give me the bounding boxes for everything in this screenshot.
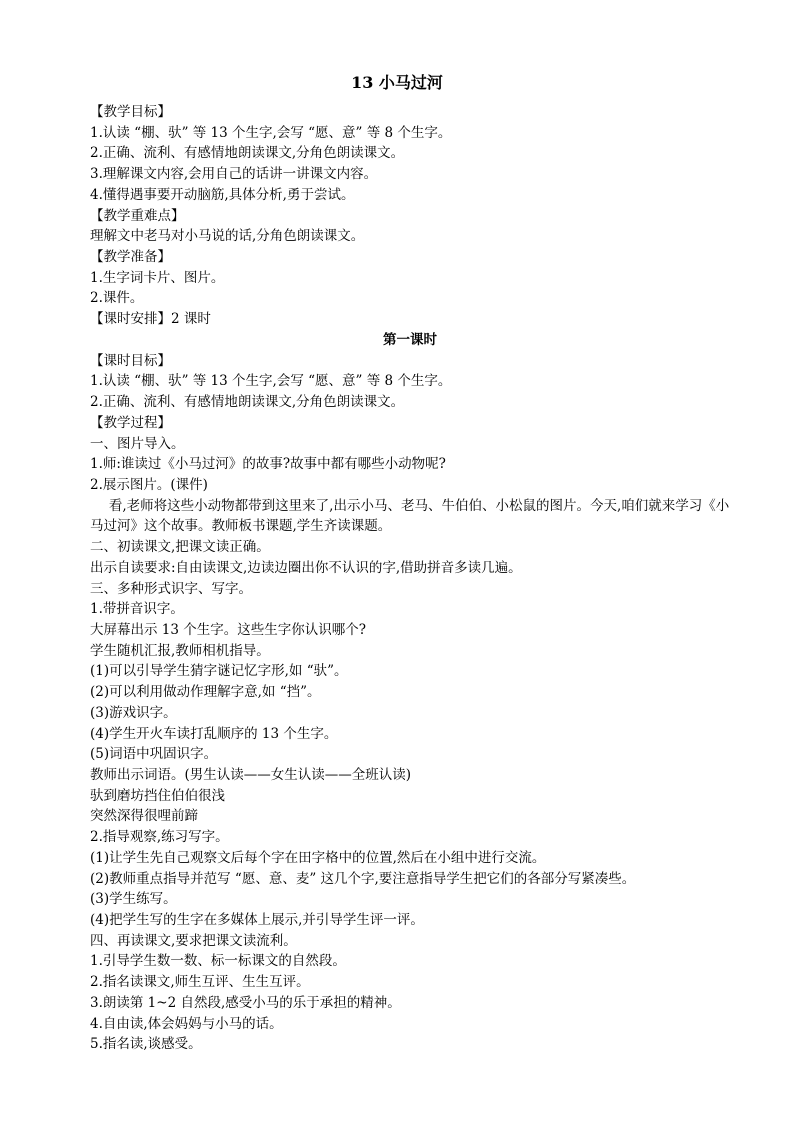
process-item: 大屏幕出示 13 个生字。这些生字你认识哪个? (90, 621, 366, 638)
section-heading-process: 【教学过程】 (90, 414, 171, 431)
process-item: (2)教师重点指导并范写 “愿、意、麦” 这几个字,要注意指导学生把它们的各部分写紧凑些。 (90, 870, 636, 887)
section-heading-teaching-goals: 【教学目标】 (90, 104, 171, 120)
key-points-text: 理解文中老马对小马说的话,分角色朗读课文。 (90, 228, 365, 245)
goal-item: 2.正确、流利、有感情地朗读课文,分角色朗读课文。 (90, 145, 405, 162)
vocabulary-row: 突然深得很哩前蹄 (90, 808, 198, 825)
section-heading-schedule: 【课时安排】2 课时 (90, 311, 211, 328)
process-item: 2.指导观察,练习写字。 (90, 829, 229, 846)
process-step-heading: 一、图片导入。 (90, 435, 185, 452)
process-item: (4)学生开火车读打乱顺序的 13 个生字。 (90, 725, 338, 742)
process-step-heading: 二、初读课文,把课文读正确。 (90, 539, 270, 556)
vocabulary-row: 驮到磨坊挡住伯伯很浅 (90, 787, 225, 804)
process-item: (2)可以利用做动作理解字意,如 “挡”。 (90, 684, 321, 701)
process-step-heading: 三、多种形式识字、写字。 (90, 580, 252, 597)
process-item: (1)让学生先自己观察文后每个字在田字格中的位置,然后在小组中进行交流。 (90, 849, 546, 866)
section-heading-lesson-goals: 【课时目标】 (90, 352, 171, 369)
process-paragraph: 看,老师将这些小动物都带到这里来了,出示小马、老马、牛伯伯、小松鼠的图片。今天,咱们就来学习《小马过河》这个故事。教师板书课题,学生齐读课题。 (90, 497, 730, 535)
lesson-goal-item: 1.认读 “棚、驮” 等 13 个生字,会写 “愿、意” 等 8 个生字。 (90, 373, 452, 390)
process-item: 1.师:谁读过《小马过河》的故事?故事中都有哪些小动物呢? (90, 456, 446, 473)
process-item: 教师出示词语。(男生认读——女生认读——全班认读) (90, 767, 412, 783)
process-item: (4)把学生写的生字在多媒体上展示,并引导学生评一评。 (90, 912, 424, 929)
lesson-title: 13 小马过河 (351, 73, 443, 92)
process-step-heading: 四、再读课文,要求把课文读流利。 (90, 932, 297, 949)
subsection-title-first-lesson: 第一课时 (383, 331, 437, 348)
process-item: 学生随机汇报,教师相机指导。 (90, 642, 270, 659)
preparation-item: 1.生字词卡片、图片。 (90, 269, 225, 286)
process-item: 2.展示图片。(课件) (90, 476, 208, 493)
process-item: (1)可以引导学生猜字谜记忆字形,如 “驮”。 (90, 663, 348, 680)
lesson-content (90, 102, 730, 1055)
process-item: 5.指名读,谈感受。 (90, 1036, 202, 1053)
process-item: (3)学生练写。 (90, 891, 177, 908)
process-item: 3.朗读第 1~2 自然段,感受小马的乐于承担的精神。 (90, 994, 401, 1011)
goal-item: 1.认读 “棚、驮” 等 13 个生字,会写 “愿、意” 等 8 个生字。 (90, 124, 452, 141)
section-heading-key-points: 【教学重难点】 (90, 207, 185, 224)
process-item: (5)词语中巩固识字。 (90, 746, 218, 763)
goal-item: 4.懂得遇事要开动脑筋,具体分析,勇于尝试。 (90, 186, 355, 203)
preparation-item: 2.课件。 (90, 290, 144, 307)
lesson-goal-item: 2.正确、流利、有感情地朗读课文,分角色朗读课文。 (90, 394, 405, 411)
process-item: 2.指名读课文,师生互评、生生互评。 (90, 974, 310, 991)
process-item: 出示自读要求:自由读课文,边读边圈出你不认识的字,借助拼音多读几遍。 (90, 559, 522, 576)
section-heading-preparation: 【教学准备】 (90, 249, 171, 266)
process-item: (3)游戏识字。 (90, 704, 177, 721)
process-item: 1.引导学生数一数、标一标课文的自然段。 (90, 953, 346, 970)
process-item: 4.自由读,体会妈妈与小马的话。 (90, 1015, 283, 1032)
goal-item: 3.理解课文内容,会用自己的话讲一讲课文内容。 (90, 166, 378, 183)
process-item: 1.带拼音识字。 (90, 601, 184, 618)
